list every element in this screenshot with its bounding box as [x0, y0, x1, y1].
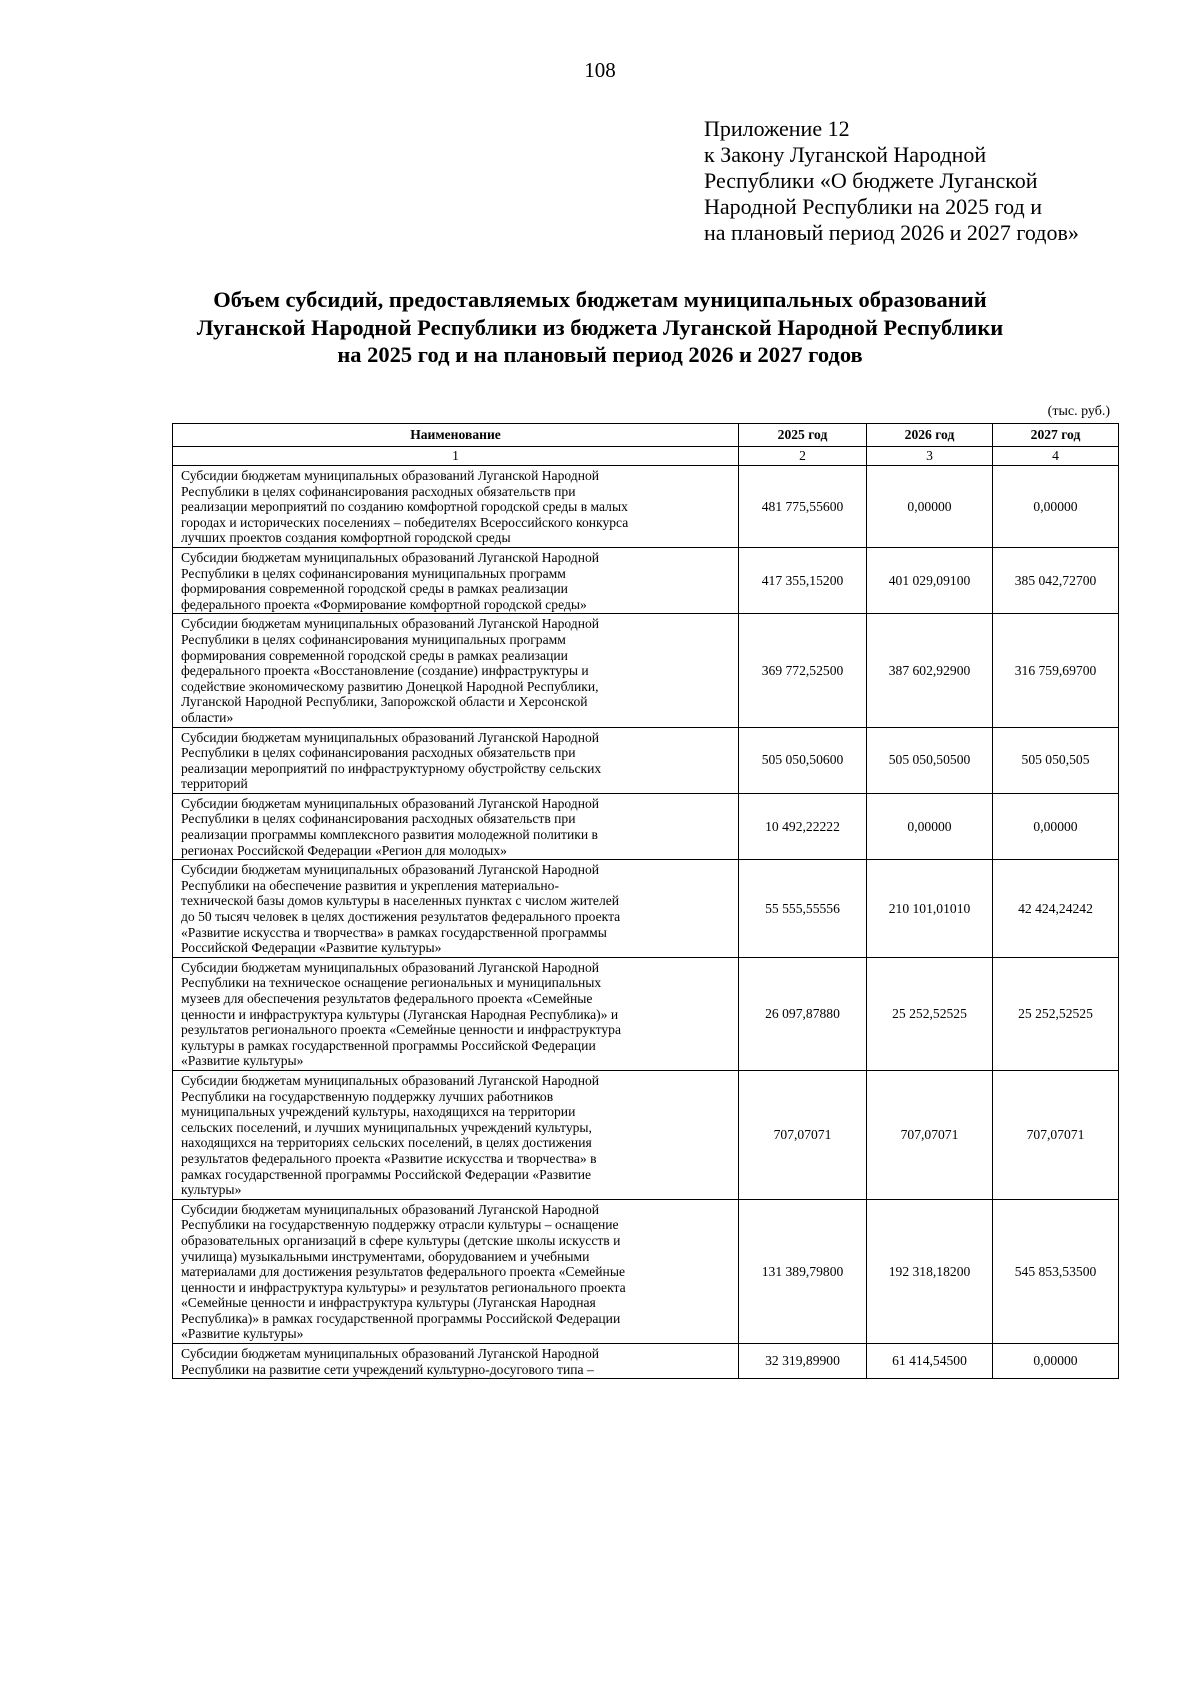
subsidy-name-cell	[173, 1070, 739, 1199]
subsidy-name-line: формирования современной городской среды в рамках реализации	[181, 647, 568, 663]
value-2026: 192 318,18200	[867, 1199, 993, 1343]
subsidy-name-line: Субсидии бюджетам муниципальных образований Луганской Народной	[181, 1201, 600, 1217]
value-2026: 0,00000	[867, 466, 993, 548]
appendix-line: Народной Республики на 2025 год и	[704, 194, 1042, 219]
table-row	[173, 614, 1119, 727]
subsidy-name-line: содействие экономическому развитию Донецкой Народной Республики,	[181, 678, 599, 694]
subsidy-name-line: ценности и инфраструктура культуры» и результатов регионального проекта	[181, 1279, 626, 1295]
subsidy-name-line: образовательных организаций в сфере культуры (детские школы искусств и	[181, 1232, 621, 1248]
subsidy-name-line: Республики в целях софинансирования муниципальных программ	[181, 565, 566, 581]
value-2027: 707,07071	[993, 1070, 1119, 1199]
subsidy-name-line: муниципальных учреждений культуры, находящихся на территории	[181, 1104, 576, 1120]
subsidy-name-line: Республики в целях софинансирования расходных обязательств при	[181, 745, 576, 761]
subsidy-name-line: Субсидии бюджетам муниципальных образований Луганской Народной	[181, 1072, 600, 1088]
title-line: на 2025 год и на плановый период 2026 и 2027 годов	[337, 342, 863, 367]
subsidy-name-line: Субсидии бюджетам муниципальных образований Луганской Народной	[181, 795, 600, 811]
subsidy-name-line: училища) музыкальными инструментами, оборудованием и учебными	[181, 1248, 590, 1264]
document-title	[150, 286, 1050, 369]
subsidy-name-cell	[173, 860, 739, 958]
table-row	[173, 793, 1119, 859]
subsidy-name-cell	[173, 727, 739, 793]
page-number: 108	[584, 58, 616, 82]
subsidy-name-line: Республики на техническое оснащение региональных и муниципальных	[181, 975, 602, 991]
value-2027: 0,00000	[993, 793, 1119, 859]
column-number: 1	[173, 447, 739, 466]
value-2025: 369 772,52500	[739, 614, 867, 727]
subsidy-name-line: области»	[181, 709, 234, 725]
subsidy-name-line: Республики на развитие сети учреждений культурно-досугового типа –	[181, 1361, 594, 1377]
subsidy-name-line: материалами для достижения результатов федерального проекта «Семейные	[181, 1264, 625, 1280]
subsidy-name-line: реализации программы комплексного развития молодежной политики в	[181, 827, 598, 843]
subsidy-name-line: лучших проектов создания комфортной городской среды	[181, 530, 511, 546]
subsidy-name-cell	[173, 466, 739, 548]
value-2025: 505 050,50600	[739, 727, 867, 793]
column-number-row	[173, 447, 1119, 466]
subsidy-name-line: результатов регионального проекта «Семейные ценности и инфраструктура	[181, 1022, 622, 1038]
table-row	[173, 727, 1119, 793]
header-2026: 2026 год	[867, 424, 993, 447]
value-2025: 481 775,55600	[739, 466, 867, 548]
appendix-line: Приложение 12	[704, 116, 850, 141]
subsidy-name-line: культуры»	[181, 1182, 242, 1198]
subsidy-name-line: Субсидии бюджетам муниципальных образований Луганской Народной	[181, 862, 600, 878]
subsidy-name-line: музеев для обеспечения результатов федерального проекта «Семейные	[181, 991, 593, 1006]
subsidy-name-line: Республики на обеспечение развития и укрепления материально-	[181, 877, 559, 893]
subsidy-name-line: Субсидии бюджетам муниципальных образований Луганской Народной	[181, 468, 600, 483]
subsidy-name-line: рамках государственной программы Российской Федерации «Развитие	[181, 1166, 592, 1182]
subsidy-name-line: Луганской Народной Республики, Запорожской области и Херсонской	[181, 694, 588, 710]
value-2026: 0,00000	[867, 793, 993, 859]
subsidy-name-cell	[173, 547, 739, 613]
table-row	[173, 1344, 1119, 1379]
value-2027: 42 424,24242	[993, 860, 1119, 958]
subsidy-name-line: формирования современной городской среды в рамках реализации	[181, 581, 568, 597]
subsidy-name-cell	[173, 1344, 739, 1379]
subsidy-name-line: «Семейные ценности и инфраструктура культуры (Луганская Народная	[181, 1295, 596, 1311]
subsidy-name-line: городах и исторических поселениях – победителях Всероссийского конкурса	[181, 514, 629, 530]
subsidy-name-line: сельских поселений, и лучших муниципальных учреждений культуры,	[181, 1119, 592, 1135]
appendix-line: на плановый период 2026 и 2027 годов»	[704, 220, 1079, 245]
value-2025: 131 389,79800	[739, 1199, 867, 1343]
column-number: 3	[867, 447, 993, 466]
subsidy-name-line: технической базы домов культуры в населенных пунктах с числом жителей	[181, 893, 620, 909]
value-2025: 417 355,15200	[739, 547, 867, 613]
table-row	[173, 1070, 1119, 1199]
subsidy-name-cell	[173, 957, 739, 1070]
subsidy-name-line: Республики в целях софинансирования расходных обязательств при	[181, 483, 576, 499]
subsidies-table	[172, 423, 1119, 1379]
value-2026: 707,07071	[867, 1070, 993, 1199]
appendix-header	[704, 116, 1164, 246]
subsidy-name-line: федерального проекта «Восстановление (создание) инфраструктуры и	[181, 663, 589, 679]
subsidy-name-line: Республики в целях софинансирования расходных обязательств при	[181, 811, 576, 827]
subsidy-name-line: Субсидии бюджетам муниципальных образований Луганской Народной	[181, 616, 600, 632]
value-2027: 0,00000	[993, 1344, 1119, 1379]
value-2025: 55 555,55556	[739, 860, 867, 958]
subsidy-name-line: Республики на государственную поддержку отрасли культуры – оснащение	[181, 1217, 619, 1233]
value-2026: 25 252,52525	[867, 957, 993, 1070]
subsidy-name-cell	[173, 614, 739, 727]
value-2025: 10 492,22222	[739, 793, 867, 859]
subsidy-name-line: Республики на государственную поддержку лучших работников	[181, 1088, 554, 1104]
value-2025: 707,07071	[739, 1070, 867, 1199]
subsidy-name-line: до 50 тысяч человек в целях достижения результатов федерального проекта	[181, 909, 621, 925]
value-2026: 210 101,01010	[867, 860, 993, 958]
value-2027: 25 252,52525	[993, 957, 1119, 1070]
value-2027: 0,00000	[993, 466, 1119, 548]
subsidy-name-line: реализации мероприятий по созданию комфортной городской среды в малых	[181, 499, 628, 515]
title-line: Луганской Народной Республики из бюджета Луганской Народной Республики	[196, 314, 1004, 340]
subsidy-name-line: «Развитие культуры»	[181, 1326, 304, 1342]
subsidy-name-line: Субсидии бюджетам муниципальных образований Луганской Народной	[181, 729, 600, 745]
subsidy-name-cell	[173, 1199, 739, 1343]
value-2027: 505 050,505	[993, 727, 1119, 793]
subsidy-name-cell	[173, 793, 739, 859]
units-label: (тыс. руб.)	[1047, 404, 1110, 419]
value-2027: 545 853,53500	[993, 1199, 1119, 1343]
title-line: Объем субсидий, предоставляемых бюджетам муниципальных образований	[213, 287, 987, 312]
header-name: Наименование	[173, 424, 739, 447]
appendix-line: Республики «О бюджете Луганской	[704, 168, 1038, 193]
subsidy-name-line: Российской Федерации «Развитие культуры»	[181, 940, 442, 956]
subsidy-name-line: Субсидии бюджетам муниципальных образований Луганской Народной	[181, 959, 600, 975]
value-2026: 401 029,09100	[867, 547, 993, 613]
table-row	[173, 860, 1119, 958]
value-2027: 316 759,69700	[993, 614, 1119, 727]
value-2026: 387 602,92900	[867, 614, 993, 727]
table-body	[173, 466, 1119, 1379]
appendix-line: к Закону Луганской Народной	[704, 142, 987, 167]
table-row	[173, 957, 1119, 1070]
subsidy-name-line: находящихся на территориях сельских поселений, в целях достижения	[181, 1135, 592, 1151]
subsidy-name-line: результатов федерального проекта «Развитие искусства и творчества» в	[181, 1150, 597, 1166]
subsidy-name-line: культуры в рамках государственной программы Российской Федерации	[181, 1037, 596, 1053]
table-header-row	[173, 424, 1119, 447]
table-row	[173, 547, 1119, 613]
subsidy-name-line: Республика)» в рамках государственной программы Российской Федерации	[181, 1310, 621, 1326]
header-2027: 2027 год	[993, 424, 1119, 447]
subsidy-name-line: Субсидии бюджетам муниципальных образований Луганской Народной	[181, 1346, 600, 1362]
value-2026: 61 414,54500	[867, 1344, 993, 1379]
column-number: 4	[993, 447, 1119, 466]
value-2025: 26 097,87880	[739, 957, 867, 1070]
header-2025: 2025 год	[739, 424, 867, 447]
subsidy-name-line: Республики в целях софинансирования муниципальных программ	[181, 631, 566, 647]
column-number: 2	[739, 447, 867, 466]
subsidy-name-line: «Развитие культуры»	[181, 1053, 304, 1069]
subsidy-name-line: федерального проекта «Формирование комфортной городской среды»	[181, 596, 587, 612]
subsidy-name-line: Субсидии бюджетам муниципальных образований Луганской Народной	[181, 549, 600, 565]
subsidy-name-line: территорий	[181, 776, 248, 792]
value-2026: 505 050,50500	[867, 727, 993, 793]
subsidy-name-line: регионах Российской Федерации «Регион для молодых»	[181, 842, 507, 858]
value-2025: 32 319,89900	[739, 1344, 867, 1379]
subsidy-name-line: реализации мероприятий по инфраструктурному обустройству сельских	[181, 760, 602, 776]
subsidy-name-line: ценности и инфраструктура культуры (Луганская Народная Республика)» и	[181, 1006, 619, 1022]
table-row	[173, 466, 1119, 548]
table-row	[173, 1199, 1119, 1343]
value-2027: 385 042,72700	[993, 547, 1119, 613]
subsidy-name-line: «Развитие искусства и творчества» в рамках государственной программы	[181, 924, 607, 940]
